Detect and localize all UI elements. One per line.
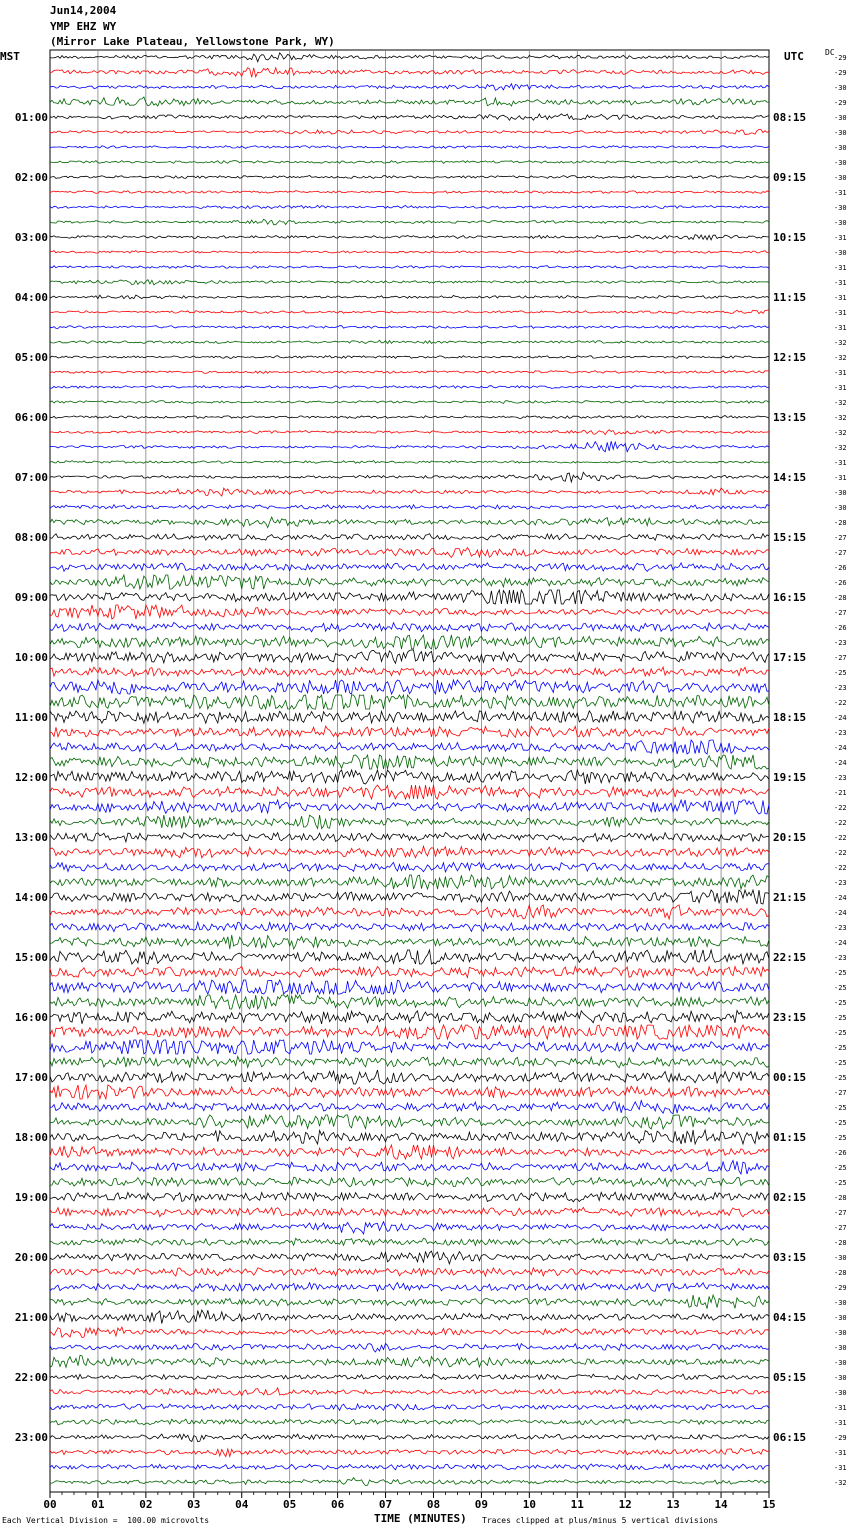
- trace-line: [50, 890, 769, 904]
- dc-offset-label: -23: [834, 879, 847, 887]
- trace-line: [50, 1478, 769, 1486]
- dc-offset-label: -28: [834, 594, 847, 602]
- trace-line: [50, 1177, 769, 1187]
- trace-line: [50, 1404, 769, 1411]
- dc-offset-label: -23: [834, 954, 847, 962]
- trace-line: [50, 386, 769, 389]
- trace-line: [50, 623, 769, 632]
- right-hour-label: 05:15: [773, 1371, 807, 1384]
- trace-line: [50, 1040, 769, 1054]
- trace-line: [50, 1101, 769, 1114]
- dc-offset-label: -26: [834, 564, 847, 572]
- trace-line: [50, 97, 769, 106]
- dc-offset-label: -32: [834, 1479, 847, 1487]
- x-tick-label: 09: [474, 1498, 489, 1511]
- dc-offset-label: -32: [834, 339, 847, 347]
- dc-offset-label: -31: [834, 294, 847, 302]
- x-tick-label: 07: [378, 1498, 393, 1511]
- trace-line: [50, 1434, 769, 1442]
- trace-line: [50, 1238, 769, 1245]
- dc-offset-label: -25: [834, 969, 847, 977]
- dc-offset-label: -22: [834, 834, 847, 842]
- left-hour-label: 09:00: [14, 591, 48, 604]
- trace-line: [50, 161, 769, 164]
- dc-offset-label: -25: [834, 1074, 847, 1082]
- trace-line: [50, 416, 769, 419]
- dc-offset-label: -23: [834, 774, 847, 782]
- trace-line: [50, 219, 769, 224]
- trace-line: [50, 563, 769, 571]
- right-hour-label: 04:15: [773, 1311, 807, 1324]
- left-hour-label: 22:00: [14, 1371, 48, 1384]
- trace-line: [50, 1419, 769, 1425]
- trace-line: [50, 326, 769, 329]
- trace-line: [50, 176, 769, 179]
- dc-offset-label: -30: [834, 1389, 847, 1397]
- dc-offset-label: -30: [834, 219, 847, 227]
- trace-line: [50, 1207, 769, 1216]
- dc-offset-label: -30: [834, 1374, 847, 1382]
- trace-line: [50, 1192, 769, 1202]
- trace-line: [50, 441, 769, 452]
- left-hour-label: 01:00: [14, 111, 48, 124]
- dc-offset-label: -25: [834, 1059, 847, 1067]
- x-tick-label: 08: [426, 1498, 441, 1511]
- right-hour-label: 20:15: [773, 831, 807, 844]
- trace-line: [50, 966, 769, 977]
- dc-offset-label: -32: [834, 444, 847, 452]
- trace-line: [50, 1355, 769, 1367]
- trace-line: [50, 1310, 769, 1324]
- dc-offset-label: -31: [834, 459, 847, 467]
- trace-line: [50, 1388, 769, 1396]
- dc-offset-label: -30: [834, 1329, 847, 1337]
- trace-line: [50, 1464, 769, 1470]
- trace-line: [50, 191, 769, 194]
- dc-offset-label: -32: [834, 414, 847, 422]
- trace-line: [50, 1283, 769, 1292]
- trace-line: [50, 785, 769, 799]
- trace-line: [50, 905, 769, 919]
- left-hour-label: 04:00: [14, 291, 48, 304]
- trace-line: [50, 235, 769, 240]
- dc-offset-label: -23: [834, 684, 847, 692]
- x-tick-label: 10: [522, 1498, 536, 1511]
- right-hour-label: 13:15: [773, 411, 807, 424]
- trace-line: [50, 146, 769, 149]
- left-hour-label: 23:00: [14, 1431, 48, 1444]
- trace-line: [50, 1327, 769, 1338]
- x-tick-label: 15: [762, 1498, 776, 1511]
- trace-line: [50, 770, 769, 784]
- left-hour-label: 14:00: [14, 891, 48, 904]
- dc-offset-label: -26: [834, 624, 847, 632]
- trace-line: [50, 1115, 769, 1129]
- trace-line: [50, 711, 769, 723]
- dc-offset-label: -24: [834, 759, 847, 767]
- axis-labels: [15, 54, 847, 1511]
- x-tick-label: 05: [283, 1498, 297, 1511]
- dc-offset-label: -31: [834, 309, 847, 317]
- chart-date: Jun14,2004: [50, 4, 117, 17]
- left-hour-label: 18:00: [14, 1131, 48, 1144]
- trace-line: [50, 755, 769, 769]
- dc-offset-label: -30: [834, 1359, 847, 1367]
- x-tick-label: 01: [91, 1498, 105, 1511]
- trace-line: [50, 1130, 769, 1144]
- trace-line: [50, 251, 769, 254]
- dc-offset-label: -27: [834, 654, 847, 662]
- clip-note: Traces clipped at plus/minus 5 vertical divisions: [482, 1516, 719, 1525]
- right-hour-label: 19:15: [773, 771, 807, 784]
- trace-line: [50, 862, 769, 872]
- trace-line: [50, 575, 769, 589]
- trace-line: [50, 833, 769, 842]
- dc-offset-label: -31: [834, 1464, 847, 1472]
- trace-line: [50, 635, 769, 649]
- dc-offset-label: -32: [834, 354, 847, 362]
- trace-line: [50, 1268, 769, 1276]
- dc-offset-label: -31: [834, 189, 847, 197]
- dc-offset-label: -27: [834, 609, 847, 617]
- trace-line: [50, 401, 769, 404]
- right-hour-label: 14:15: [773, 471, 807, 484]
- x-tick-label: 02: [139, 1498, 153, 1511]
- trace-line: [50, 922, 769, 931]
- right-hour-label: 21:15: [773, 891, 807, 904]
- trace-line: [50, 205, 769, 208]
- trace-line: [50, 1222, 769, 1234]
- right-hour-label: 02:15: [773, 1191, 807, 1204]
- left-hour-label: 12:00: [14, 771, 48, 784]
- left-hour-label: 19:00: [14, 1191, 48, 1204]
- dc-offset-label: -31: [834, 1449, 847, 1457]
- trace-line: [50, 266, 769, 269]
- dc-offset-label: -31: [834, 264, 847, 272]
- trace-line: [50, 130, 769, 135]
- dc-offset-label: -29: [834, 54, 847, 62]
- x-tick-label: 06: [330, 1498, 345, 1511]
- dc-offset-label: -31: [834, 1419, 847, 1427]
- dc-offset-label: -21: [834, 789, 847, 797]
- trace-line: [50, 68, 769, 78]
- dc-offset-label: -32: [834, 399, 847, 407]
- dc-offset-label: -31: [834, 234, 847, 242]
- trace-line: [50, 680, 769, 694]
- dc-offset-label: -27: [834, 1209, 847, 1217]
- right-hour-label: 08:15: [773, 111, 807, 124]
- dc-offset-label: -25: [834, 1014, 847, 1022]
- left-hour-label: 02:00: [14, 171, 48, 184]
- trace-line: [50, 1374, 769, 1380]
- trace-line: [50, 517, 769, 528]
- dc-offset-label: -25: [834, 1119, 847, 1127]
- left-hour-label: 10:00: [14, 651, 48, 664]
- dc-offset-label: -29: [834, 1434, 847, 1442]
- dc-offset-label: -24: [834, 894, 847, 902]
- scale-note: Each Vertical Division = 100.00 microvolts: [2, 1516, 210, 1525]
- left-hour-label: 05:00: [14, 351, 48, 364]
- x-tick-label: 04: [235, 1498, 249, 1511]
- dc-offset-label: -25: [834, 1044, 847, 1052]
- dc-offset-label: -30: [834, 489, 847, 497]
- trace-line: [50, 695, 769, 709]
- dc-offset-label: -30: [834, 174, 847, 182]
- right-hour-label: 10:15: [773, 231, 807, 244]
- dc-offset-label: -25: [834, 999, 847, 1007]
- dc-offset-label: -27: [834, 1224, 847, 1232]
- right-hour-label: 09:15: [773, 171, 807, 184]
- dc-offset-label: -30: [834, 144, 847, 152]
- right-hour-label: 00:15: [773, 1071, 807, 1084]
- dc-offset-label: -22: [834, 804, 847, 812]
- x-tick-label: 12: [618, 1498, 632, 1511]
- x-tick-label: 13: [666, 1498, 680, 1511]
- trace-line: [50, 114, 769, 120]
- x-tick-label: 00: [43, 1498, 57, 1511]
- trace-line: [50, 488, 769, 496]
- right-hour-label: 06:15: [773, 1431, 807, 1444]
- dc-offset-label: -25: [834, 984, 847, 992]
- dc-offset-label: -25: [834, 1104, 847, 1112]
- dc-offset-label: -25: [834, 669, 847, 677]
- dc-offset-label: -30: [834, 1254, 847, 1262]
- trace-line: [50, 875, 769, 889]
- dc-offset-label: -24: [834, 939, 847, 947]
- dc-offset-label: -22: [834, 864, 847, 872]
- dc-offset-label: -29: [834, 1284, 847, 1292]
- trace-line: [50, 650, 769, 663]
- dc-offset-label: -31: [834, 384, 847, 392]
- trace-line: [50, 505, 769, 510]
- trace-line: [50, 84, 769, 91]
- dc-offset-label: -23: [834, 729, 847, 737]
- dc-offset-label: -31: [834, 369, 847, 377]
- right-hour-label: 01:15: [773, 1131, 807, 1144]
- trace-line: [50, 1160, 769, 1174]
- dc-offset-label: -30: [834, 84, 847, 92]
- dc-offset-label: -27: [834, 549, 847, 557]
- dc-offset-label: -29: [834, 99, 847, 107]
- right-hour-label: 16:15: [773, 591, 807, 604]
- dc-offset-label: -31: [834, 1404, 847, 1412]
- left-hour-label: 03:00: [14, 231, 48, 244]
- left-hour-label: 11:00: [14, 711, 48, 724]
- trace-line: [50, 980, 769, 994]
- right-hour-label: 18:15: [773, 711, 807, 724]
- station-location: (Mirror Lake Plateau, Yellowstone Park, WY): [50, 35, 335, 48]
- left-hour-label: 20:00: [14, 1251, 48, 1264]
- dc-offset-label: -28: [834, 1194, 847, 1202]
- dc-offset-label: -29: [834, 69, 847, 77]
- trace-line: [50, 310, 769, 314]
- trace-line: [50, 356, 769, 359]
- left-hour-label: 08:00: [14, 531, 48, 544]
- trace-line: [50, 726, 769, 737]
- right-hour-label: 11:15: [773, 291, 807, 304]
- dc-offset-label: -24: [834, 744, 847, 752]
- trace-line: [50, 605, 769, 619]
- trace-line: [50, 1070, 769, 1084]
- dc-offset-label: -26: [834, 579, 847, 587]
- dc-offset-label: -30: [834, 249, 847, 257]
- trace-line: [50, 1344, 769, 1353]
- dc-offset-label: -23: [834, 924, 847, 932]
- trace-line: [50, 995, 769, 1009]
- dc-offset-label: -22: [834, 849, 847, 857]
- trace-line: [50, 667, 769, 676]
- dc-offset-label: -28: [834, 1239, 847, 1247]
- right-timezone-label: UTC: [784, 50, 804, 63]
- seismic-traces: [50, 53, 769, 1486]
- trace-line: [50, 340, 769, 343]
- dc-offset-label: -31: [834, 324, 847, 332]
- dc-offset-label: -30: [834, 204, 847, 212]
- trace-line: [50, 371, 769, 374]
- trace-line: [50, 430, 769, 435]
- right-hour-label: 23:15: [773, 1011, 807, 1024]
- trace-line: [50, 740, 769, 754]
- trace-line: [50, 1295, 769, 1309]
- left-timezone-label: MST: [0, 50, 20, 63]
- trace-line: [50, 800, 769, 814]
- dc-offset-label: -22: [834, 699, 847, 707]
- trace-line: [50, 472, 769, 482]
- left-hour-label: 07:00: [14, 471, 48, 484]
- left-hour-label: 13:00: [14, 831, 48, 844]
- dc-offset-label: -28: [834, 519, 847, 527]
- dc-offset-label: -28: [834, 1269, 847, 1277]
- dc-offset-label: -23: [834, 639, 847, 647]
- dc-offset-label: -27: [834, 1089, 847, 1097]
- right-hour-label: 22:15: [773, 951, 807, 964]
- dc-offset-label: -30: [834, 1344, 847, 1352]
- dc-offset-label: -25: [834, 1164, 847, 1172]
- trace-line: [50, 1025, 769, 1039]
- x-tick-label: 11: [570, 1498, 584, 1511]
- trace-line: [50, 935, 769, 949]
- right-hour-label: 12:15: [773, 351, 807, 364]
- dc-offset-label: -27: [834, 534, 847, 542]
- dc-offset-label: -30: [834, 504, 847, 512]
- dc-offset-label: -30: [834, 114, 847, 122]
- left-hour-label: 21:00: [14, 1311, 48, 1324]
- trace-line: [50, 1056, 769, 1067]
- trace-line: [50, 1085, 769, 1099]
- trace-line: [50, 53, 769, 62]
- dc-offset-label: -31: [834, 474, 847, 482]
- right-hour-label: 15:15: [773, 531, 807, 544]
- dc-offset-label: -30: [834, 159, 847, 167]
- left-hour-label: 16:00: [14, 1011, 48, 1024]
- dc-offset-label: -32: [834, 429, 847, 437]
- dc-offset-label: -30: [834, 1299, 847, 1307]
- station-name: YMP EHZ WY: [50, 20, 117, 33]
- dc-label: DC: [825, 48, 835, 57]
- x-axis-title: TIME (MINUTES): [374, 1512, 467, 1525]
- trace-line: [50, 548, 769, 558]
- dc-offset-label: -24: [834, 909, 847, 917]
- trace-line: [50, 846, 769, 858]
- dc-offset-label: -25: [834, 1179, 847, 1187]
- trace-line: [50, 1011, 769, 1024]
- dc-offset-label: -24: [834, 714, 847, 722]
- x-tick-label: 14: [714, 1498, 728, 1511]
- dc-offset-label: -30: [834, 1314, 847, 1322]
- dc-offset-label: -25: [834, 1029, 847, 1037]
- trace-line: [50, 1251, 769, 1264]
- trace-line: [50, 461, 769, 464]
- trace-line: [50, 534, 769, 541]
- dc-offset-label: -31: [834, 279, 847, 287]
- trace-line: [50, 280, 769, 285]
- left-hour-label: 06:00: [14, 411, 48, 424]
- dc-offset-label: -26: [834, 1149, 847, 1157]
- trace-line: [50, 295, 769, 299]
- right-hour-label: 03:15: [773, 1251, 807, 1264]
- trace-line: [50, 1448, 769, 1456]
- dc-offset-label: -25: [834, 1134, 847, 1142]
- x-tick-label: 03: [187, 1498, 201, 1511]
- left-hour-label: 15:00: [14, 951, 48, 964]
- left-hour-label: 17:00: [14, 1071, 48, 1084]
- dc-offset-label: -22: [834, 819, 847, 827]
- trace-line: [50, 815, 769, 829]
- trace-line: [50, 1145, 769, 1159]
- right-hour-label: 17:15: [773, 651, 807, 664]
- dc-offset-label: -30: [834, 129, 847, 137]
- trace-line: [50, 590, 769, 604]
- trace-line: [50, 950, 769, 964]
